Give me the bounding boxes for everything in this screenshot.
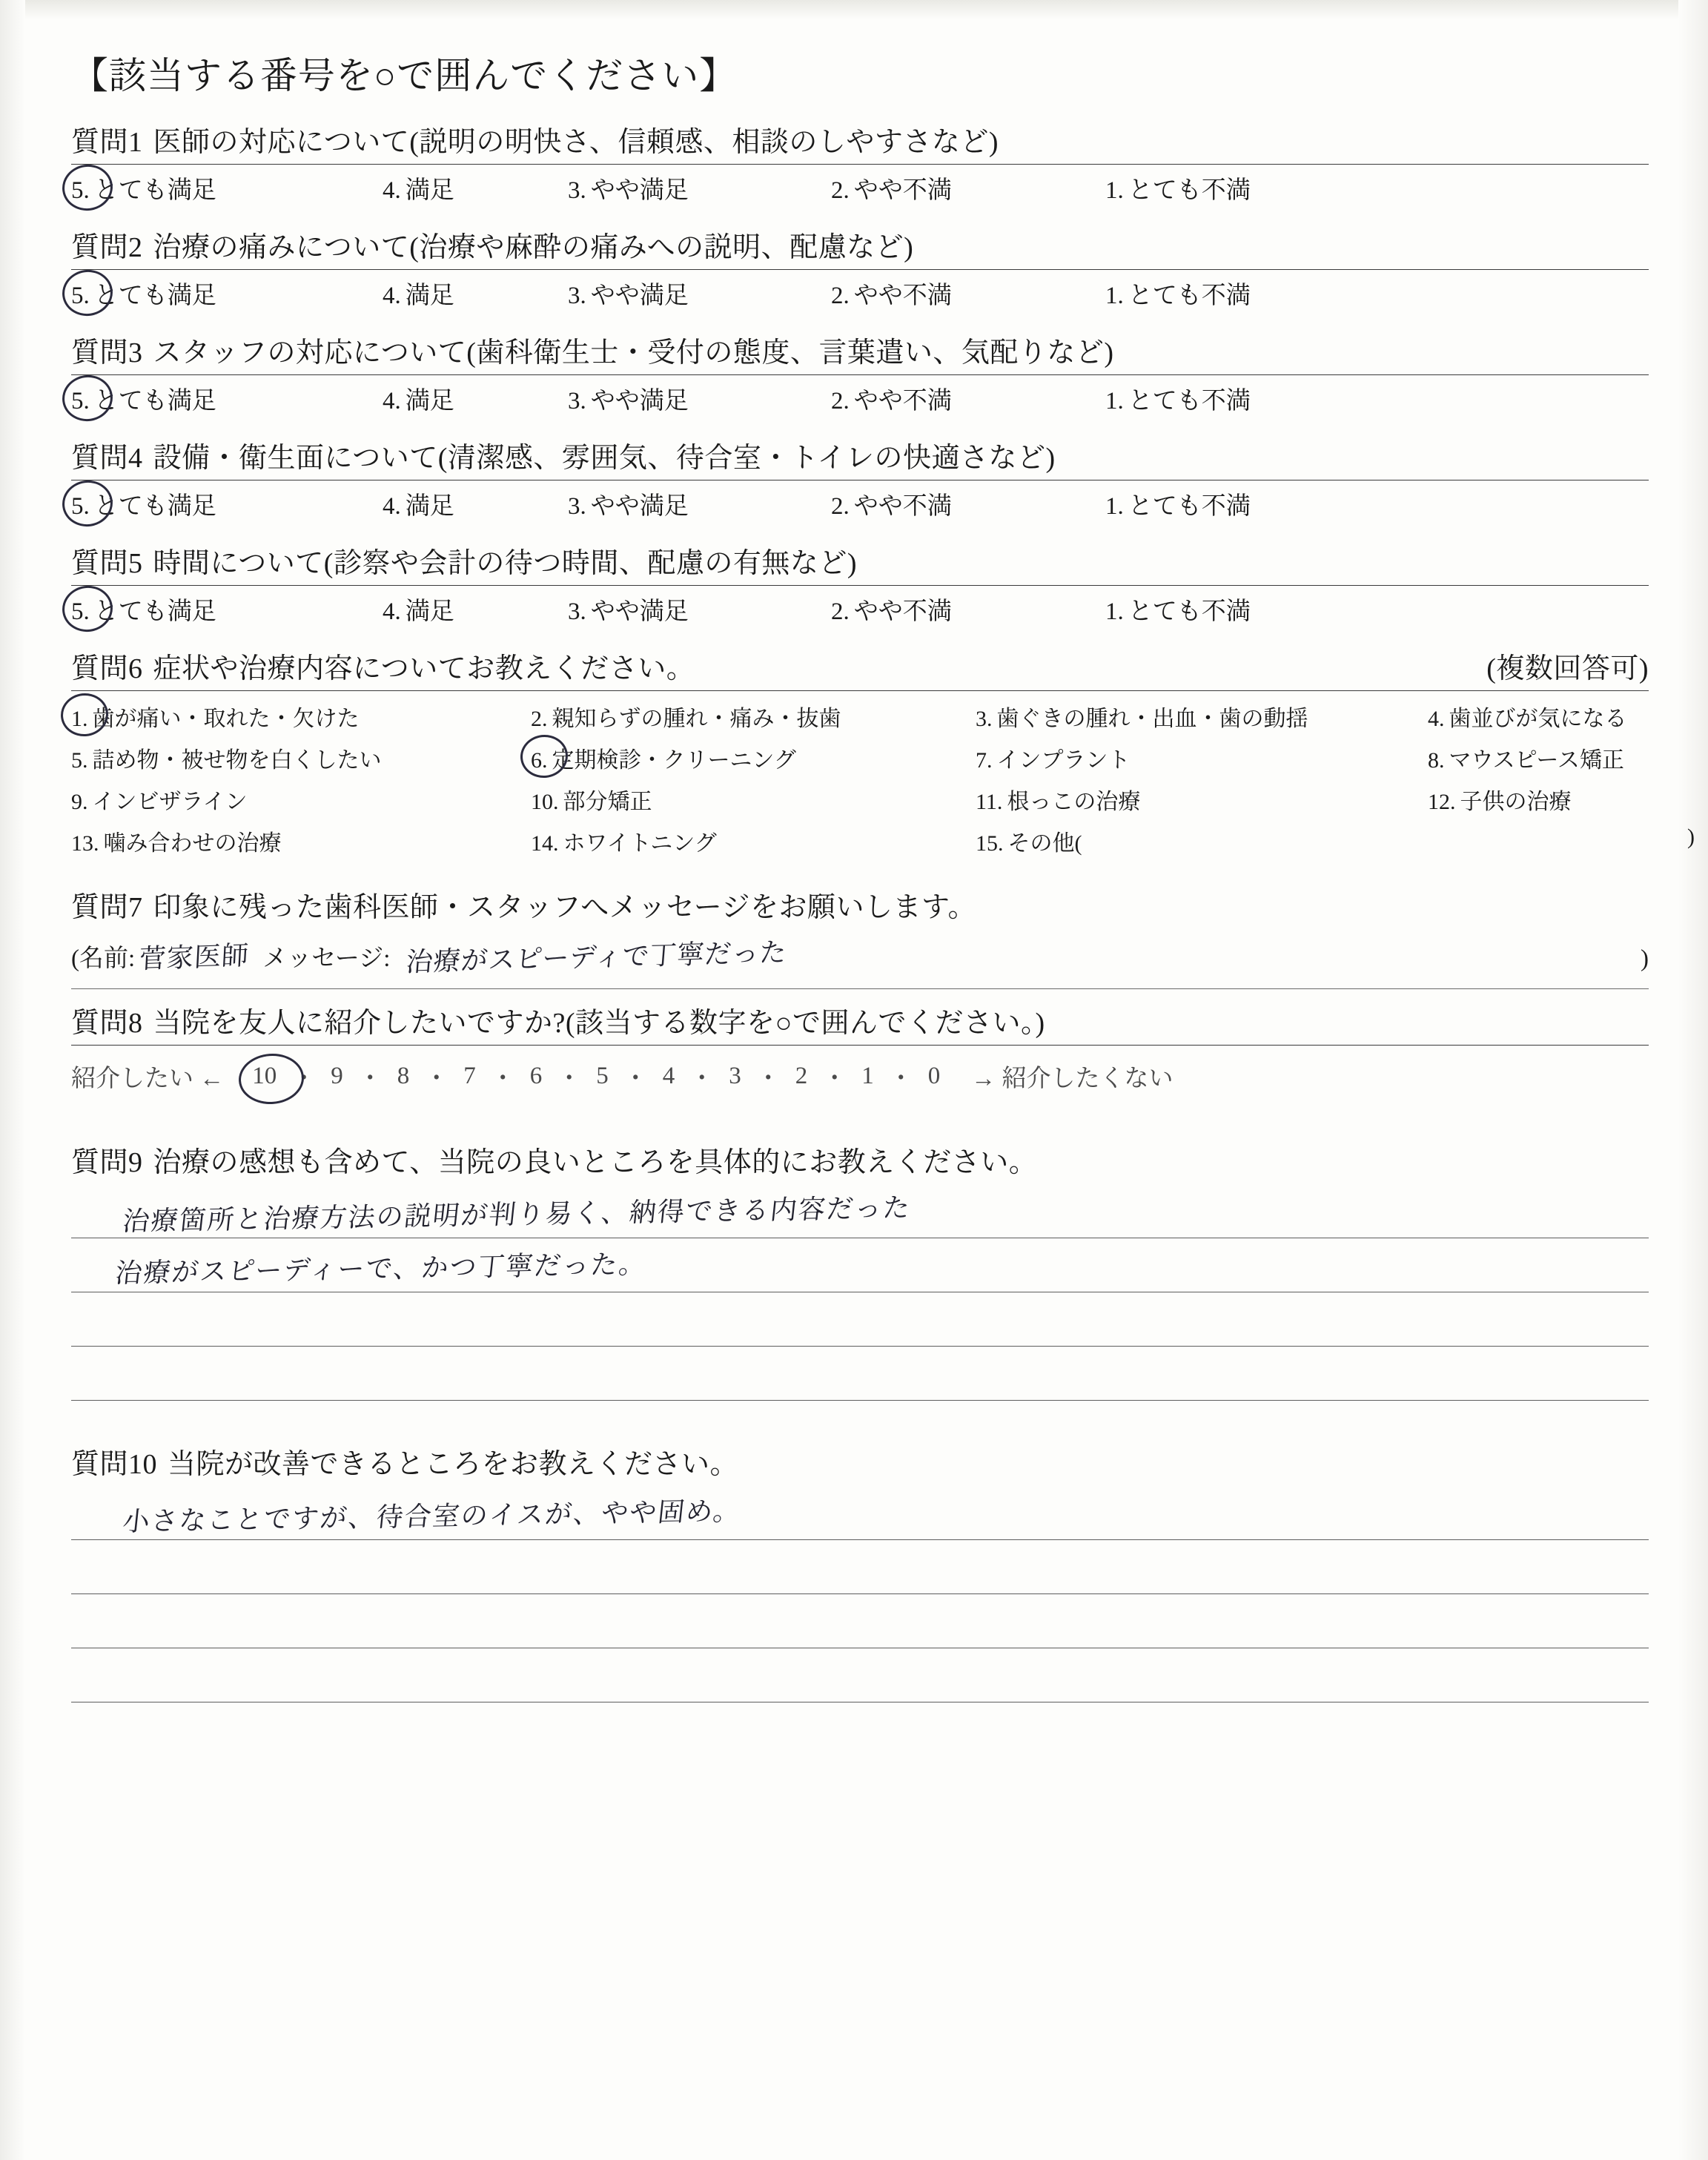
q9-handwriting-line-1: 治療箇所と治療方法の説明が判り易く、納得できる内容だった [121,1192,913,1238]
question-10-answer-area[interactable] [71,1486,1649,1702]
question-2-scale[interactable] [71,273,1649,319]
question-10-line-1[interactable] [71,1486,1649,1540]
q6-option-1-number: 1. [71,707,88,731]
q3-option-2-number: 2. [831,388,850,415]
q2-option-5-number: 5. [71,283,90,309]
q6-option-13[interactable] [71,825,531,857]
q6-option-12[interactable] [1428,783,1695,816]
question-10-line-2[interactable] [71,1540,1649,1594]
q8-number-2[interactable]: 2 [795,1062,808,1089]
q1-option-1-label: とても不満 [1128,177,1251,204]
question-1-text: 医師の対応について(説明の明快さ、信頼感、相談のしやすさなど) [153,127,999,158]
q1-option-4-label: 満足 [405,177,454,204]
question-3-rule [71,374,1649,375]
question-9-heading [71,1139,1649,1180]
q1-option-3-label: やや満足 [590,177,689,204]
question-8-number: 質問8 [71,1008,143,1039]
q5-option-3[interactable] [568,592,831,627]
q6-option-15-number: 15. [976,831,1004,856]
q6-option-4[interactable] [1428,700,1695,733]
q6-option-4-number: 4. [1428,707,1445,731]
question-5-text: 時間について(診察や会計の待つ時間、配慮の有無など) [153,548,858,579]
q10-handwriting-line-1: 小さなことですが、待合室のイスが、やや固め。 [121,1496,743,1538]
q6-option-1[interactable] [71,700,531,733]
circle-mark-icon [59,691,110,739]
q8-number-8[interactable]: 8 [397,1062,410,1089]
q5-option-2-number: 2. [831,598,850,625]
q4-option-3-label: やや満足 [590,493,689,520]
q8-separator: ・ [490,1065,515,1092]
question-7-number: 質問7 [71,892,143,923]
spacer [71,1109,1649,1139]
q4-option-3-number: 3. [568,493,586,520]
q7-message-label: メッセージ: [262,945,391,972]
q4-option-2-number: 2. [831,493,850,520]
q8-number-5[interactable]: 5 [596,1062,609,1089]
q2-option-1-number: 1. [1105,283,1124,309]
q6-option-2[interactable] [531,700,976,733]
question-6-options[interactable] [71,694,1695,857]
q8-separator: ・ [623,1065,648,1092]
q6-option-8-number: 8. [1428,748,1445,773]
question-block-5 [71,540,1649,635]
question-block-4 [71,435,1649,529]
q3-option-1[interactable] [1105,381,1328,416]
q5-option-5-label: とても満足 [93,598,216,625]
q8-number-7[interactable]: 7 [463,1062,476,1089]
q5-option-3-number: 3. [568,598,586,625]
question-9-line-4[interactable] [71,1347,1649,1401]
question-7-text: 印象に残った歯科医師・スタッフへメッセージをお願いします。 [153,892,976,923]
q6-option-12-number: 12. [1428,790,1456,814]
q2-option-4[interactable] [383,276,568,311]
q2-option-5-label: とても満足 [93,283,216,309]
question-4-text: 設備・衛生面について(清潔感、雰囲気、待合室・トイレの快適さなど) [153,443,1056,474]
question-10-text: 当院が改善できるところをお教えください。 [168,1449,739,1480]
q4-option-5[interactable] [71,486,383,521]
question-block-9 [71,1139,1649,1401]
question-3-scale[interactable] [71,378,1649,424]
q8-left-label: 紹介したい ← [71,1065,225,1092]
scan-edge-left [0,0,25,2160]
question-9-line-3[interactable] [71,1292,1649,1347]
q6-option-14[interactable] [531,825,976,857]
question-6-title [71,645,695,686]
spacer [71,868,1649,884]
question-10-heading [71,1441,1649,1482]
question-9-answer-area[interactable] [71,1184,1649,1401]
spacer [71,1411,1649,1441]
q6-option-11-label: 根っこの治療 [1007,790,1141,814]
q3-option-3-number: 3. [568,388,586,415]
question-9-number: 質問9 [71,1147,143,1178]
q1-option-2-number: 2. [831,177,850,204]
q6-option-9[interactable] [71,783,531,816]
q4-option-2[interactable] [831,486,1105,521]
question-block-7 [71,884,1649,989]
q8-number-10-label: 10 [252,1062,277,1089]
q1-option-2[interactable] [831,171,1105,205]
q6-option-14-label: ホワイトニング [563,831,717,856]
q6-option-12-label: 子供の治療 [1460,790,1572,814]
question-1-number: 質問1 [71,127,143,158]
question-4-number: 質問4 [71,443,143,474]
q3-option-3-label: やや満足 [590,388,689,415]
q5-option-1[interactable] [1105,592,1328,627]
q6-option-15-label: その他( [1007,831,1082,856]
question-9-line-2[interactable] [71,1238,1649,1292]
q8-separator: ・ [291,1065,317,1092]
q3-option-4[interactable] [383,381,568,416]
q6-other-close-paren: ) [1687,825,1695,849]
q5-option-4-number: 4. [383,598,401,625]
question-6-heading [71,645,1649,686]
q9-handwriting-line-2: 治療がスピーディーで、かつ丁寧だった。 [113,1249,649,1289]
q3-option-4-label: 満足 [405,388,454,415]
q5-option-1-label: とても不満 [1128,598,1251,625]
q6-option-7-label: インプラント [996,748,1131,773]
q6-option-14-number: 14. [531,831,559,856]
q1-option-1[interactable] [1105,171,1328,205]
q6-option-3-number: 3. [976,707,993,731]
q1-option-5-number: 5. [71,177,90,204]
q6-option-5-label: 詰め物・被せ物を白くしたい [92,748,382,773]
q5-option-1-number: 1. [1105,598,1124,625]
q2-option-2[interactable] [831,276,1105,311]
q8-separator: ・ [822,1065,847,1092]
question-7-rule [71,988,1649,989]
question-2-number: 質問2 [71,232,143,263]
question-2-text: 治療の痛みについて(治療や麻酔の痛みへの説明、配慮など) [153,232,914,263]
q5-option-3-label: やや満足 [590,598,689,625]
question-5-number: 質問5 [71,548,143,579]
q1-option-3-number: 3. [568,177,586,204]
q2-option-2-label: やや不満 [853,283,952,309]
question-5-scale[interactable] [71,589,1649,635]
question-7-heading [71,884,1649,925]
q8-number-4[interactable]: 4 [662,1062,675,1089]
q4-option-4[interactable] [383,486,568,521]
q3-option-3[interactable] [568,381,831,416]
q7-name-label: (名前: [71,945,136,972]
question-6-note: (複数回答可) [1486,653,1649,684]
q6-option-5-number: 5. [71,748,88,773]
question-block-3 [71,329,1649,424]
question-block-1 [71,119,1649,214]
q6-option-10-label: 部分矯正 [563,790,652,814]
q1-option-2-label: やや不満 [853,177,952,204]
question-10-number: 質問10 [71,1449,158,1480]
q4-option-4-number: 4. [383,493,401,520]
q4-option-4-label: 満足 [405,493,454,520]
question-3-heading [71,329,1649,370]
question-block-8 [71,1000,1649,1099]
q4-option-1[interactable] [1105,486,1328,521]
scan-edge-right [1678,0,1708,2160]
q5-option-5[interactable] [71,592,383,627]
q6-option-8-label: マウスピース矯正 [1449,748,1624,773]
q5-option-2[interactable] [831,592,1105,627]
question-6-rule [71,690,1649,691]
q1-option-3[interactable] [568,171,831,205]
q3-option-1-number: 1. [1105,388,1124,415]
q6-option-6[interactable] [531,742,976,774]
q8-separator: ・ [755,1065,781,1092]
q8-number-list[interactable] [240,1059,952,1094]
question-2-rule [71,269,1649,270]
q6-option-4-label: 歯並びが気になる [1449,707,1627,731]
q1-option-1-number: 1. [1105,177,1124,204]
q6-option-1-label: 歯が痛い・取れた・欠けた [92,707,360,731]
q5-option-4[interactable] [383,592,568,627]
question-5-rule [71,585,1649,586]
q8-number-0[interactable]: 0 [927,1062,941,1089]
question-2-heading [71,224,1649,265]
q6-option-6-number: 6. [531,748,548,773]
q6-option-6-label: 定期検診・クリーニング [552,748,796,773]
q8-number-10[interactable] [240,1063,288,1090]
q6-option-13-number: 13. [71,831,99,856]
q6-option-9-number: 9. [71,790,88,814]
survey-content [71,46,1695,1713]
page-title: 【該当する番号を○で囲んでください】 [71,55,738,96]
q6-option-7[interactable] [976,742,1428,774]
q4-option-3[interactable] [568,486,831,521]
q3-option-2[interactable] [831,381,1105,416]
q2-option-4-number: 4. [383,283,401,309]
question-10-line-4[interactable] [71,1648,1649,1702]
question-block-2 [71,224,1649,319]
q5-option-4-label: 満足 [405,598,454,625]
q8-separator: ・ [557,1065,582,1092]
question-9-text: 治療の感想も含めて、当院の良いところを具体的にお教えください。 [153,1147,1038,1178]
question-3-number: 質問3 [71,337,143,369]
q7-name-value[interactable]: 菅家医師 [138,940,251,975]
question-block-10 [71,1441,1649,1702]
q5-option-2-label: やや不満 [853,598,952,625]
question-5-heading [71,540,1649,581]
q4-option-1-label: とても不満 [1128,493,1251,520]
q6-option-3[interactable] [976,700,1428,733]
q3-option-5[interactable] [71,381,383,416]
q2-option-1-label: とても不満 [1128,283,1251,309]
q8-number-3[interactable]: 3 [729,1062,741,1089]
q6-option-3-label: 歯ぐきの腫れ・出血・歯の動揺 [996,707,1308,731]
q1-option-4-number: 4. [383,177,401,204]
q6-option-8[interactable] [1428,742,1695,774]
question-6-text: 症状や治療内容についてお教えください。 [153,653,695,684]
question-3-text: スタッフの対応について(歯科衛生士・受付の態度、言葉遣い、気配りなど) [153,337,1114,369]
q8-number-9[interactable]: 9 [331,1062,343,1089]
q2-option-2-number: 2. [831,283,850,309]
question-8-text: 当院を友人に紹介したいですか?(該当する数字を○で囲んでください。) [153,1008,1045,1039]
q8-separator: ・ [888,1065,913,1092]
question-9-line-1[interactable] [71,1184,1649,1238]
q6-option-9-label: インビザライン [92,790,248,814]
question-4-heading [71,435,1649,475]
question-7-answer-row[interactable] [71,929,1649,988]
q2-option-3[interactable] [568,276,831,311]
q6-option-2-label: 親知らずの腫れ・痛み・抜歯 [552,707,841,731]
question-10-line-3[interactable] [71,1594,1649,1648]
q7-message-value[interactable]: 治療がスピーディで丁寧だった [405,937,789,978]
q4-option-5-label: とても満足 [93,493,216,520]
q6-option-2-number: 2. [531,707,548,731]
question-1-scale[interactable] [71,168,1649,214]
q8-separator: ・ [689,1065,715,1092]
question-block-6 [71,645,1695,857]
q7-close-paren: ) [1641,945,1649,972]
q4-option-1-number: 1. [1105,493,1124,520]
q8-separator: ・ [424,1065,449,1092]
question-4-scale[interactable] [71,483,1649,529]
q3-option-2-label: やや不満 [853,388,952,415]
q2-option-1[interactable] [1105,276,1328,311]
q6-option-11-number: 11. [976,790,1003,814]
q4-option-5-number: 5. [71,493,90,520]
q3-option-4-number: 4. [383,388,401,415]
q8-right-label: → 紹介したくない [971,1065,1174,1092]
question-1-heading [71,119,1649,159]
scan-edge-top [0,0,1708,19]
q2-option-4-label: 満足 [405,283,454,309]
q4-option-2-label: やや不満 [853,493,952,520]
q6-option-10[interactable] [531,783,976,816]
q6-option-5[interactable] [71,742,531,774]
q6-option-7-number: 7. [976,748,993,773]
q1-option-5[interactable] [71,171,383,205]
question-8-scale[interactable] [71,1048,1649,1099]
q2-option-3-number: 3. [568,283,586,309]
q5-option-5-number: 5. [71,598,90,625]
q8-number-6[interactable]: 6 [529,1062,543,1089]
question-6-number: 質問6 [71,653,143,684]
q6-option-15[interactable] [976,825,1428,857]
q2-option-5[interactable] [71,276,383,311]
q8-number-1[interactable]: 1 [861,1062,874,1089]
q8-separator: ・ [357,1065,383,1092]
question-8-heading [71,1000,1649,1040]
q2-option-3-label: やや満足 [590,283,689,309]
q6-option-11[interactable] [976,783,1428,816]
q3-option-5-number: 5. [71,388,90,415]
question-8-rule [71,1045,1649,1046]
q3-option-1-label: とても不満 [1128,388,1251,415]
q6-option-10-number: 10. [531,790,559,814]
q1-option-4[interactable] [383,171,568,205]
q6-option-13-label: 噛み合わせの治療 [103,831,282,856]
q3-option-5-label: とても満足 [93,388,216,415]
question-1-rule [71,164,1649,165]
q1-option-5-label: とても満足 [93,177,216,204]
